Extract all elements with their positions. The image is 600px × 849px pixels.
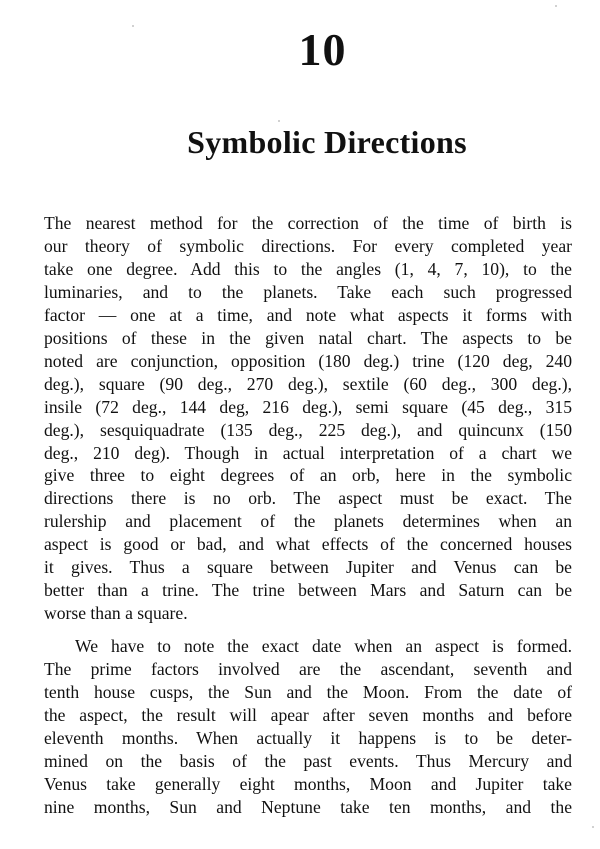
- text-line: deg., 210 deg). Though in actual interpretation of a chart we: [44, 442, 572, 463]
- text-line: the aspect, the result will apear after seven months and before: [44, 705, 572, 726]
- paragraph-2: [44, 635, 572, 819]
- text-line: positions of these in the given natal chart. The aspects to be: [44, 327, 572, 348]
- text-line: We have to note the exact date when an aspect is formed.: [75, 636, 572, 657]
- text-line: The prime factors involved are the ascendant, seventh and: [44, 659, 572, 680]
- chapter-title: Symbolic Directions: [187, 124, 467, 160]
- chapter-number: 10: [298, 24, 347, 75]
- text-line: The nearest method for the correction of the time of birth is: [44, 213, 572, 233]
- text-line: eleventh months. When actually it happens is to be deter-: [44, 727, 572, 748]
- body-text: [44, 212, 572, 819]
- text-line: luminaries, and to the planets. Take each such progressed: [44, 281, 572, 302]
- text-line: mined on the basis of the past events. Thus Mercury and: [44, 750, 572, 771]
- text-line: insile (72 deg., 144 deg, 216 deg.), semi square (45 deg., 315: [44, 396, 572, 417]
- text-line: directions there is no orb. The aspect must be exact. The: [44, 488, 572, 509]
- text-line: tenth house cusps, the Sun and the Moon. From the date of: [44, 682, 572, 703]
- paragraph-1: [44, 212, 572, 625]
- text-line: our theory of symbolic directions. For every completed year: [44, 235, 572, 256]
- text-line: give three to eight degrees of an orb, here in the symbolic: [44, 465, 572, 486]
- text-line: deg.), sesquiquadrate (135 deg., 225 deg.), and quincunx (150: [44, 419, 572, 440]
- scan-speck: [555, 5, 557, 7]
- text-line: better than a trine. The trine between Mars and Saturn can be: [44, 580, 572, 601]
- text-line: factor — one at a time, and note what aspects it forms with: [44, 304, 572, 325]
- text-line: worse than a square.: [44, 603, 188, 624]
- text-line: take one degree. Add this to the angles (1, 4, 7, 10), to the: [44, 258, 572, 279]
- text-line: rulership and placement of the planets determines when an: [44, 511, 572, 532]
- text-line: noted are conjunction, opposition (180 deg.) trine (120 deg, 240: [44, 350, 572, 371]
- text-line: Venus take generally eight months, Moon and Jupiter take: [44, 773, 572, 794]
- text-line: nine months, Sun and Neptune take ten months, and the: [44, 796, 572, 817]
- text-line: aspect is good or bad, and what effects of the concerned houses: [44, 534, 572, 555]
- text-line: deg.), square (90 deg., 270 deg.), sextile (60 deg., 300 deg.),: [44, 373, 572, 394]
- scan-speck: [592, 826, 594, 828]
- text-line: it gives. Thus a square between Jupiter and Venus can be: [44, 557, 572, 578]
